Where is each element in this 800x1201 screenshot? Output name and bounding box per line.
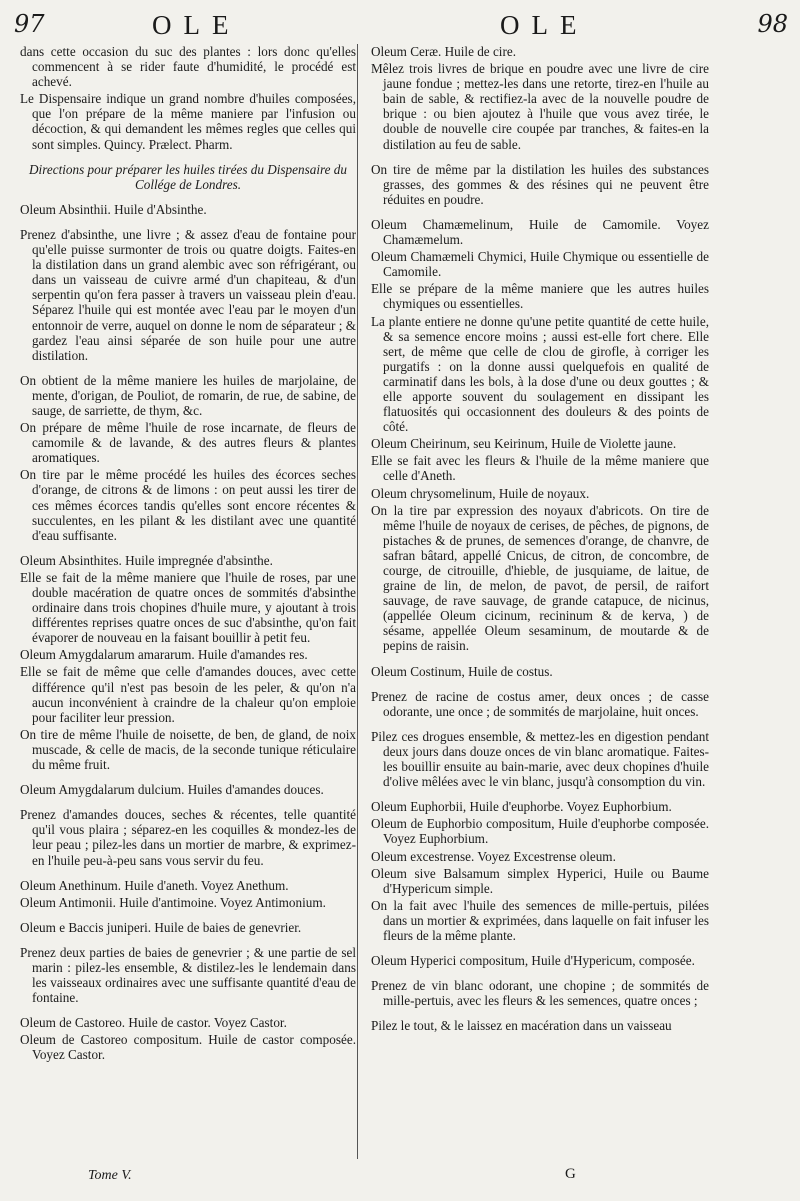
paragraph: Pilez ces drogues ensemble, & mettez-les en digestion pendant deux jours dans douze onces de vin blanc aromatique. Faites-les bouillir ensuite au bain-marie, avec deux chopines d'huile d'olive mêlées avec le vin blanc, jusqu'à consomption du vin. <box>371 728 709 790</box>
paragraph: On tire par le même procédé les huiles des écorces seches d'orange, de citrons & de limons : on peut aussi les tirer de ces mêmes écorces tandis qu'elles sont encore récentes & succulentes, en les pilant & les distilant avec une quantité d'eau suffisante. <box>20 467 356 543</box>
left-page-number: 97 <box>14 10 45 38</box>
paragraph: Oleum e Baccis juniperi. Huile de baies de genevrier. <box>20 919 302 935</box>
paragraph: On obtient de la même maniere les huiles de marjolaine, de mente, d'origan, de Pouliot, de romarin, de rue, de sabine, de sauge, de sarriette, de thym, &c. <box>20 372 356 418</box>
paragraph: Oleum excestrense. Voyez Excestrense oleum. <box>371 848 616 864</box>
paragraph: Prenez deux parties de baies de genevrier ; & une partie de sel marin : pilez-les ensemble, & distilez-les le lendemain dans les vaisseaux ordinaires avec une suffisante quantité d'eau de fontaine. <box>20 944 356 1006</box>
paragraph: Oleum Anethinum. Huile d'aneth. Voyez Anethum. <box>20 877 289 893</box>
paragraph: Oleum Euphorbii, Huile d'euphorbe. Voyez Euphorbium. <box>371 799 672 815</box>
paragraph: La plante entiere ne donne qu'une petite quantité de cette huile, & sa semence encore moins ; aussi est-elle fort chere. Elle sert, de même que celle de clou de girofle, à corriger les purgatifs : on la donne aussi quelquefois en qualité de carminatif dans les bols, à la dose d'une ou deux gouttes ; & elle apporte souvent du soulagement en dissipant les flatuosités qui occasionnent des douleurs & des points de côté. <box>371 313 709 435</box>
paragraph: Mêlez trois livres de brique en poudre avec une livre de cire jaune fondue ; mettez-les dans une retorte, tirez-en l'huile au bain de sable, & rectifiez-la avec de la nouvelle poudre de brique : ou bien ajoutez à l'huile que vous avez tirée, le double de nouvelle cire coupée par tranches, & faites-en la distilation au feu de sable. <box>371 61 709 152</box>
paragraph: Oleum chrysomelinum, Huile de noyaux. <box>371 485 590 501</box>
signature-mark: G <box>565 1166 576 1182</box>
paragraph: On tire de même l'huile de noisette, de ben, de gland, de noix muscade, & celle de macis, de la seconde tunique réticulaire du même fruit. <box>20 726 356 773</box>
paragraph: Le Dispensaire indique un grand nombre d'huiles composées, que l'on prépare de la même maniere par l'infusion ou décoction, & qui demandent les mêmes regles que celles qui sont simples. Quincy. Prælect. Pharm. <box>20 91 356 152</box>
paragraph: Oleum de Castoreo. Huile de castor. Voyez Castor. <box>20 1015 287 1031</box>
paragraph: Oleum Chamæmeli Chymici, Huile Chymique ou essentielle de Camomile. <box>371 249 709 280</box>
paragraph: Elle se prépare de la même maniere que les autres huiles chymiques ou essentielles. <box>371 281 709 312</box>
paragraph: Oleum Ceræ. Huile de cire. <box>371 44 517 59</box>
page-header <box>0 0 800 42</box>
paragraph: Prenez de vin blanc odorant, une chopine ; de sommités de mille-pertuis, avec les fleurs & les semences, quatre onces ; <box>371 978 709 1009</box>
volume-label: Tome V. <box>88 1168 132 1183</box>
paragraph: On la fait avec l'huile des semences de mille-pertuis, pilées dans un mortier & exprimées, dans laquelle on fait infuser les fleurs de la même plante. <box>371 897 709 943</box>
paragraph: Oleum de Euphorbio compositum, Huile d'euphorbe composée. Voyez Euphorbium. <box>371 816 709 847</box>
paragraph: Oleum Absinthii. Huile d'Absinthe. <box>20 201 207 217</box>
paragraph: Prenez d'absinthe, une livre ; & assez d'eau de fontaine pour qu'elle puisse surmonter de trois ou quatre doigts. Faites-en la distilation dans un grand alembic avec son réfrigérant, ou dans un vaisseau de cuivre armé d'un chapiteau, & d'un serpentin qu'on fera passer à travers un vaisseau plein d'eau. Séparez l'huile qui est montée avec l'eau par le moyen d'un entonnoir de verre, auquel on donne le nom de séparateur ; & gardez l'eau ainsi séparée de son huile pour une autre distilation. <box>20 226 356 363</box>
paragraph: Elle se fait de la même maniere que l'huile de roses, par une double macération de quatre onces de sommités d'absinthe ordinaire dans trois chopines d'huile mure, y ajoutant à trois différentes reprises quatre onces de suc d'absinthe, qu'on fait évaporer de nouveau en la faisant bouillir à petit feu. <box>20 569 356 646</box>
paragraph: dans cette occasion du suc des plantes : lors donc qu'elles commencent à se rider faute d'humidité, le procédé est achevé. <box>20 44 356 90</box>
paragraph: Oleum Chamæmelinum, Huile de Camomile. Voyez Chamæmelum. <box>371 216 709 248</box>
right-text-column <box>371 44 709 1035</box>
paragraph: On la tire par expression des noyaux d'abricots. On tire de même l'huile de noyaux de cerises, de pêches, de pignons, de pistaches & de prunes, de semences d'orange, de chanvre, de safran bâtard, appellé Cnicus, de citron, de concombre, de courge, de citrouille, d'hieble, de jusquiame, de laitue, de graine de lin, de melon, de pavot, de persil, de raifort sauvage, de rave sauvage, de grande catapuce, de nicinus, (appellée Oleum cicinum, recininum & de kerva, ) de sésame, appellée Oleum sesaminum, de moutarde & de pepins de raisin. <box>371 502 709 654</box>
paragraph: Elle se fait de même que celle d'amandes douces, avec cette différence qu'il n'est pas besoin de les peler, & qu'on n'a aucun inconvénient à craindre de la chaleur qu'on emploie pour faciliter leur pression. <box>20 664 356 725</box>
paragraph: Oleum Absinthites. Huile impregnée d'absinthe. <box>20 552 273 568</box>
paragraph: Oleum Amygdalarum dulcium. Huiles d'amandes douces. <box>20 782 324 798</box>
paragraph: Oleum sive Balsamum simplex Hyperici, Huile ou Baume d'Hypericum simple. <box>371 865 709 896</box>
right-running-head: OLE <box>500 10 589 40</box>
paragraph: Oleum Costinum, Huile de costus. <box>371 663 553 679</box>
paragraph: Oleum Amygdalarum amararum. Huile d'amandes res. <box>20 647 308 663</box>
paragraph: On prépare de même l'huile de rose incarnate, de fleurs de camomile & de lavande, & des autres fleurs & plantes aromatiques. <box>20 420 356 466</box>
paragraph: Oleum Hyperici compositum, Huile d'Hypericum, composée. <box>371 953 695 969</box>
paragraph: Elle se fait avec les fleurs & l'huile de la même maniere que celle d'Aneth. <box>371 453 709 484</box>
paragraph: Oleum de Castoreo compositum. Huile de castor composée. Voyez Castor. <box>20 1032 356 1063</box>
column-divider <box>357 44 358 1159</box>
left-running-head: OLE <box>152 10 241 40</box>
left-text-column <box>20 44 356 1065</box>
paragraph: Oleum Antimonii. Huile d'antimoine. Voyez Antimonium. <box>20 894 326 910</box>
paragraph: Prenez de racine de costus amer, deux onces ; de casse odorante, une once ; de sommités de marjolaine, huit onces. <box>371 688 709 719</box>
right-page-number: 98 <box>757 10 788 38</box>
paragraph: Oleum Cheirinum, seu Keirinum, Huile de Violette jaune. <box>371 436 677 452</box>
paragraph: Directions pour préparer les huiles tirées du Dispensaire du Collége de Londres. <box>29 161 347 192</box>
paragraph: Pilez le tout, & le laissez en macération dans un vaisseau <box>371 1018 672 1034</box>
paragraph: On tire de même par la distilation les huiles des substances grasses, des gommes & des résines qui ne peuvent être réduites en poudre. <box>371 161 709 207</box>
paragraph: Prenez d'amandes douces, seches & récentes, telle quantité qu'il vous plaira ; séparez-en les coquilles & mondez-les de leur peau ; pilez-les dans un mortier de marbre, & exprimez-en l'huile peu-à-peu sans vous servir du feu. <box>20 807 356 868</box>
page-footer <box>0 1168 800 1198</box>
